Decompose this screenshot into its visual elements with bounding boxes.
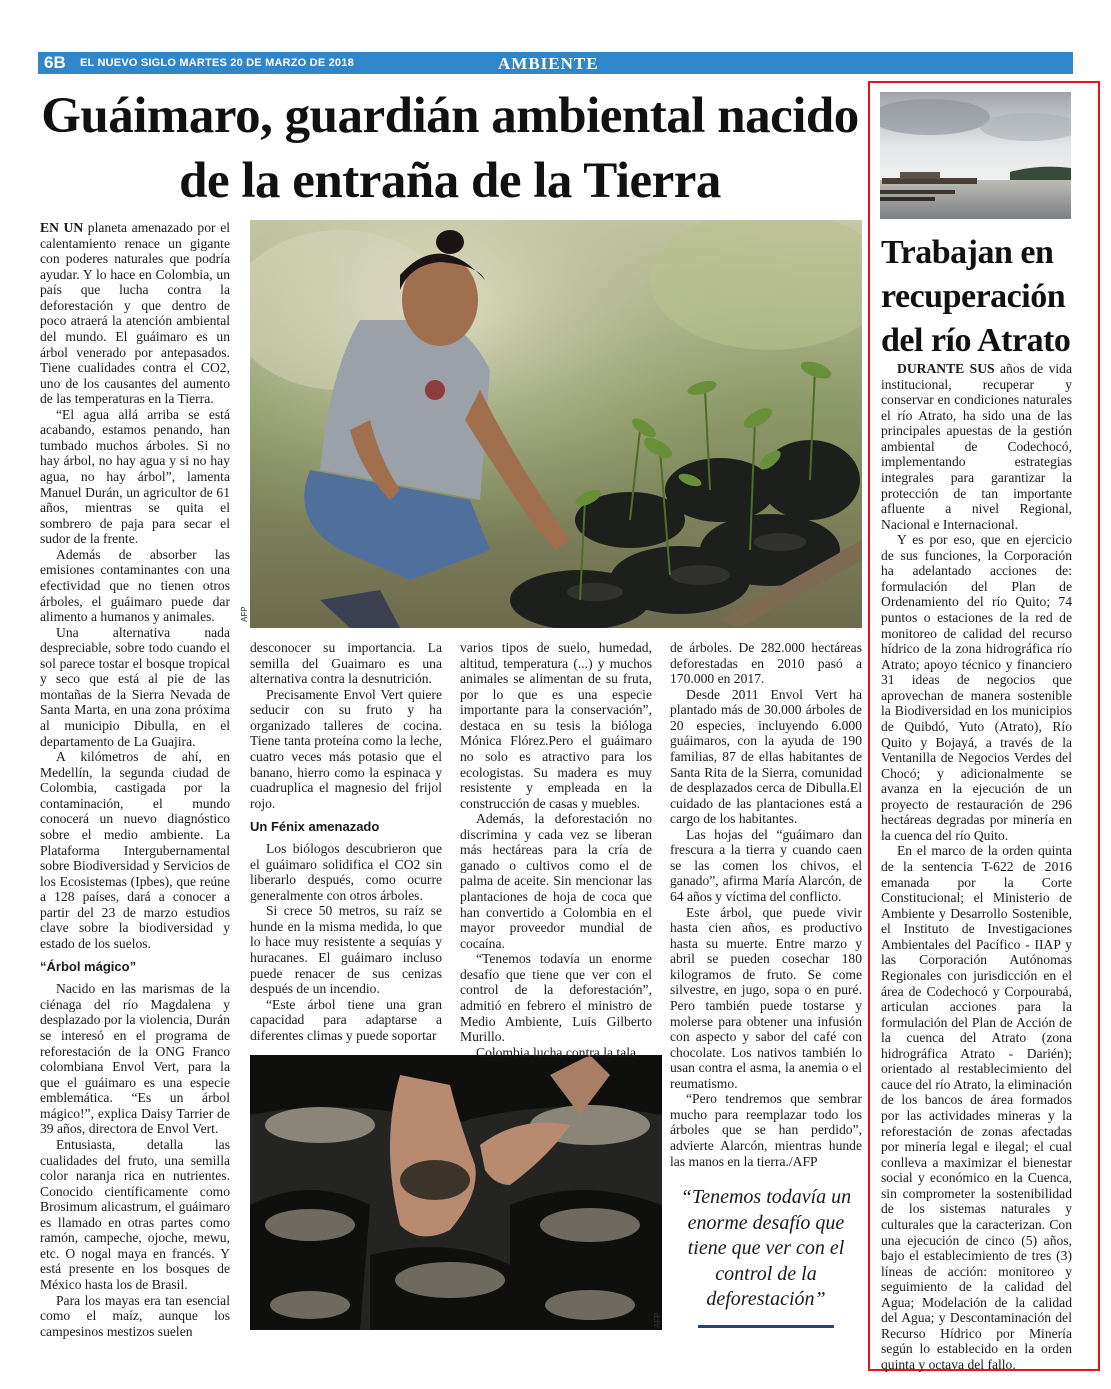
photo-credit: AFP bbox=[240, 606, 249, 622]
article-paragraph: Además, la deforestación no discrimina y cada vez se liberan más hectáreas para la cría de ganado o cultivos como el de palma de aceite. Sin mencionar las plantaciones de hoja de coca que han convertido a Colombia en el mayor proveedor mundial de cocaína. bbox=[460, 811, 652, 951]
photo-atrato-river bbox=[880, 92, 1071, 219]
article-paragraph: Para los mayas era tan esencial como el maíz, aunque los campesinos mestizos suelen bbox=[40, 1292, 230, 1339]
article-paragraph: Los biólogos descubrieron que el guáimaro solidifica el CO2 sin liberarlo después, como ocurre generalmente con otros árboles. bbox=[250, 841, 442, 903]
article-paragraph: Entusiasta, detalla las cualidades del fruto, una semilla color naranja rica en nutrientes. Conocido científicamente como Brosimum alicastrum, el guáimaro es llamado en otras partes como ramón, campeche, ojoche, mewu, etc. O nogal maya en francés. Y está presente en los bosques de México hasta los de Brasil. bbox=[40, 1136, 230, 1292]
article-paragraph: “El agua allá arriba se está acabando, estamos penando, han tumbado muchos árboles. Si no hay árbol, no hay agua y si no hay agua, no hay árbol”, lamenta Manuel Durán, un agricultor de 61 años, mientras se quita el sombrero de paja para secar el sudor de la frente. bbox=[40, 406, 230, 547]
article-column-4 bbox=[670, 640, 862, 1169]
sidebar-body bbox=[881, 361, 1072, 1373]
article-paragraph: Si crece 50 metros, su raíz se hunde en la misma medida, lo que lo hace muy resistente a sequías y huracanes. El guáimaro incluso puede renacer de sus cenizas después de un incendio. bbox=[250, 903, 442, 997]
photo-woman-planting-illustration bbox=[250, 220, 862, 628]
article-subhead: “Árbol mágico” bbox=[40, 959, 137, 975]
newspaper-date-line: EL NUEVO SIGLO MARTES 20 DE MARZO DE 2018 bbox=[80, 57, 354, 69]
article-paragraph: A kilómetros de ahí, en Medellín, la segunda ciudad de Colombia, castigada por la contaminación, el mundo conocerá un nuevo diagnóstico sobre el medio ambiente. La Plataforma Intergubernamental sobre Biodiversidad y Servicios de los Ecosistemas (Ipbes), que reúne a 128 países, dará a conocer a partir del 23 de marzo estudios clave sobre la biodiversidad y estado de los suelos. bbox=[40, 749, 230, 951]
article-column-3 bbox=[460, 640, 652, 1060]
article-paragraph: “Este árbol tiene una gran capacidad para adaptarse a diferentes climas y puede soportar bbox=[250, 996, 442, 1043]
article-headline: Guáimaro, guardián ambiental nacido de la entraña de la Tierra bbox=[41, 88, 859, 209]
article-paragraph: Las hojas del “guáimaro dan frescura a la tierra y cuando caen se las comen los chivos, el ganado”, afirma María Alarcón, de 64 años y víctima del conflicto. bbox=[670, 826, 862, 904]
sidebar-paragraph: DURANTE SUS años de vida institucional, recuperar y conservar en condiciones naturales el río Atrato, ha sido una de las principales apuestas de la gestión ambiental de Codechocó, implementando estrategias integrales para garantizar la protección de tan importante afluente a nivel Regional, Nacional e Internacional. bbox=[881, 361, 1072, 532]
sidebar-paragraph: En el marco de la orden quinta de la sentencia T-622 de 2016 emanada por la Corte Constitucional; el Ministerio de Ambiente y Desarrollo Sostenible, el Instituto de Investigaciones Ambientales del Pacífico - IIAP y las Corporación Autónomas Regionales con jurisdicción en el área de Codechocó y Corpourabá, articulan acciones para la formulación del Plan de Acción de la cuenca del Atrato (zona hidrográfica Atrato - Darién); orientado al restablecimiento del cauce del río Atrato, la eliminación de los bancos de área formados por las actividades mineras y la reforestación de zonas afectadas por minería legal e ilegal; el cual conlleva a maximizar el bienestar social y económico en la Cuenca, sin comprometer la sostenibilidad de los sistemas naturales y culturales que la caracterizan. Con una ejecución de cinco (5) años, bajo el establecimiento de tres (3) líneas de acción: monitoreo y seguimiento de la calidad del Agua; Modelación de la calidad del Agua; y Descontaminación del Recurso Hídrico por Minería según lo establecido en la orden quinta y octava del fallo. bbox=[881, 843, 1072, 1372]
article-paragraph: “Tenemos todavía un enorme desafío que tiene que ver con el control de la deforestación”, admitió en febrero el ministro de Medio Ambiente, Luis Gilberto Murillo. bbox=[460, 951, 652, 1045]
article-paragraph: varios tipos de suelo, humedad, altitud, temperatura (...) y muchos animales se alimentan de su fruta, por lo que es una especie importante para la conservación”, destaca en su tesis la bióloga Mónica Flórez.Pero el guáimaro no solo es atractivo para los ecologistas. Su madera es muy resistente y empleada en la construcción de casas y muebles. bbox=[460, 640, 652, 811]
photo-hands-soil-illustration bbox=[250, 1055, 662, 1330]
article-paragraph: Nacido en las marismas de la ciénaga del río Magdalena y desplazado por la violencia, Durán se interesó en el programa de reforestación de la ONG Franco colombiana Envol Vert, para la que el guáimaro es una especie emblemática. “Es un árbol mágico!”, explica Daisy Tarrier de 39 años, directora de Envol Vert. bbox=[40, 981, 230, 1137]
article-column-2 bbox=[250, 640, 442, 1043]
article-subhead: Un Fénix amenazado bbox=[250, 819, 380, 835]
article-paragraph: Precisamente Envol Vert quiere seducir con su fruto y ha organizado talleres de cocina. Tiene tanta proteína como la leche, cuatro veces más potasio que el banano, hierro como la espinaca y cuadruplica el magnesio del frijol rojo. bbox=[250, 686, 442, 811]
sidebar-paragraph: Y es por eso, que en ejercicio de sus funciones, la Corporación ha adelantado acciones de: formulación del Plan de Ordenamiento del río Quito; 74 puntos o estaciones de la red de monitoreo de calidad del recurso hídrico de la zona hidrográfica río Atrato; apoyo técnico y financiero 31 ideas de negocios que aprovechan de manera sostenible la Biodiversidad en los municipios de Quibdó, Yuto (Atrato), Río Quito y Bojayá, a través de la Ventanilla de Negocios Verdes del Chocó; y adicionalmente se avanza en la ejecución de un proyecto de restauración de 296 hectáreas degradas por minería en la cuenca del río Quito. bbox=[881, 532, 1072, 843]
section-name: AMBIENTE bbox=[498, 54, 599, 73]
lead-in: DURANTE SUS bbox=[897, 361, 995, 376]
photo-woman-planting bbox=[250, 220, 862, 628]
photo-hands-soil bbox=[250, 1055, 662, 1330]
article-paragraph: “Pero tendremos que sembrar mucho para reemplazar todo los árboles que se han perdido”, advierte Alarcón, mientras hunde las manos en la tierra./AFP bbox=[670, 1091, 862, 1169]
pull-quote-rule bbox=[698, 1325, 834, 1328]
article-paragraph: Además de absorber las emisiones contaminantes con una efectividad que no tienen otros árboles, el guáimaro puede dar alimento a humanos y animales. bbox=[40, 546, 230, 625]
lead-in: EN UN bbox=[40, 220, 84, 235]
photo-atrato-river-illustration bbox=[880, 92, 1071, 219]
photo-credit: AFP bbox=[653, 1312, 662, 1328]
article-paragraph: Este árbol, que puede vivir hasta cien años, es productivo hasta su muerte. Entre marzo y abril se pueden cosechar 180 kilogramos de fruto. Se come silvestre, en jugo, sopa o en puré. Pero también puede tostarse y molerse para obtener una infusión con aspecto y sabor del café con chocolate. Los nativos también lo usan contra el asma, la anemia o el reumatismo. bbox=[670, 904, 862, 1091]
article-column-1 bbox=[40, 220, 230, 1339]
sidebar-headline: Trabajan en recuperación del río Atrato bbox=[881, 234, 1071, 360]
article-paragraph: desconocer su importancia. La semilla del Guaimaro es una alternativa contra la desnutrición. bbox=[250, 640, 442, 687]
pull-quote: “Tenemos todavía un enorme desafío que tiene que ver con el control de la deforestación” bbox=[680, 1186, 852, 1311]
page-number: 6B bbox=[44, 53, 66, 72]
article-paragraph: Una alternativa nada despreciable, sobre todo cuando el sol parece tostar el bosque tropical y seco que está al pie de las montañas de la Sierra Nevada de Santa Marta, en una zona próxima al municipio Dibulla, en el departamento de La Guajira. bbox=[40, 624, 230, 749]
article-paragraph: de árboles. De 282.000 hectáreas deforestadas en 2010 pasó a 170.000 en 2017. bbox=[670, 640, 862, 687]
article-paragraph: Desde 2011 Envol Vert ha plantado más de 30.000 árboles de 20 especies, incluyendo 6.000 guáimaros, con la ayuda de 190 familias, 87 de ellas habitantes de Santa Rita de la Sierra, comunidad de desplazados cerca de Dibulla.El cuidado de las plantaciones está a cargo de los habitantes. bbox=[670, 686, 862, 827]
article-paragraph: EN UN planeta amenazado por el calentamiento renace un gigante con poderes naturales que podría ayudar. Y lo hace en Colombia, un país que lucha contra la deforestación y que dentro de poco atraerá la atención ambiental del mundo. El guáimaro es un árbol venerado por antepasados. Tiene cualidades contra el CO2, uno de los causantes del aumento de las temperaturas en la Tierra. bbox=[40, 220, 230, 407]
article-paragraph: Colombia lucha contra la tala bbox=[476, 1044, 637, 1060]
